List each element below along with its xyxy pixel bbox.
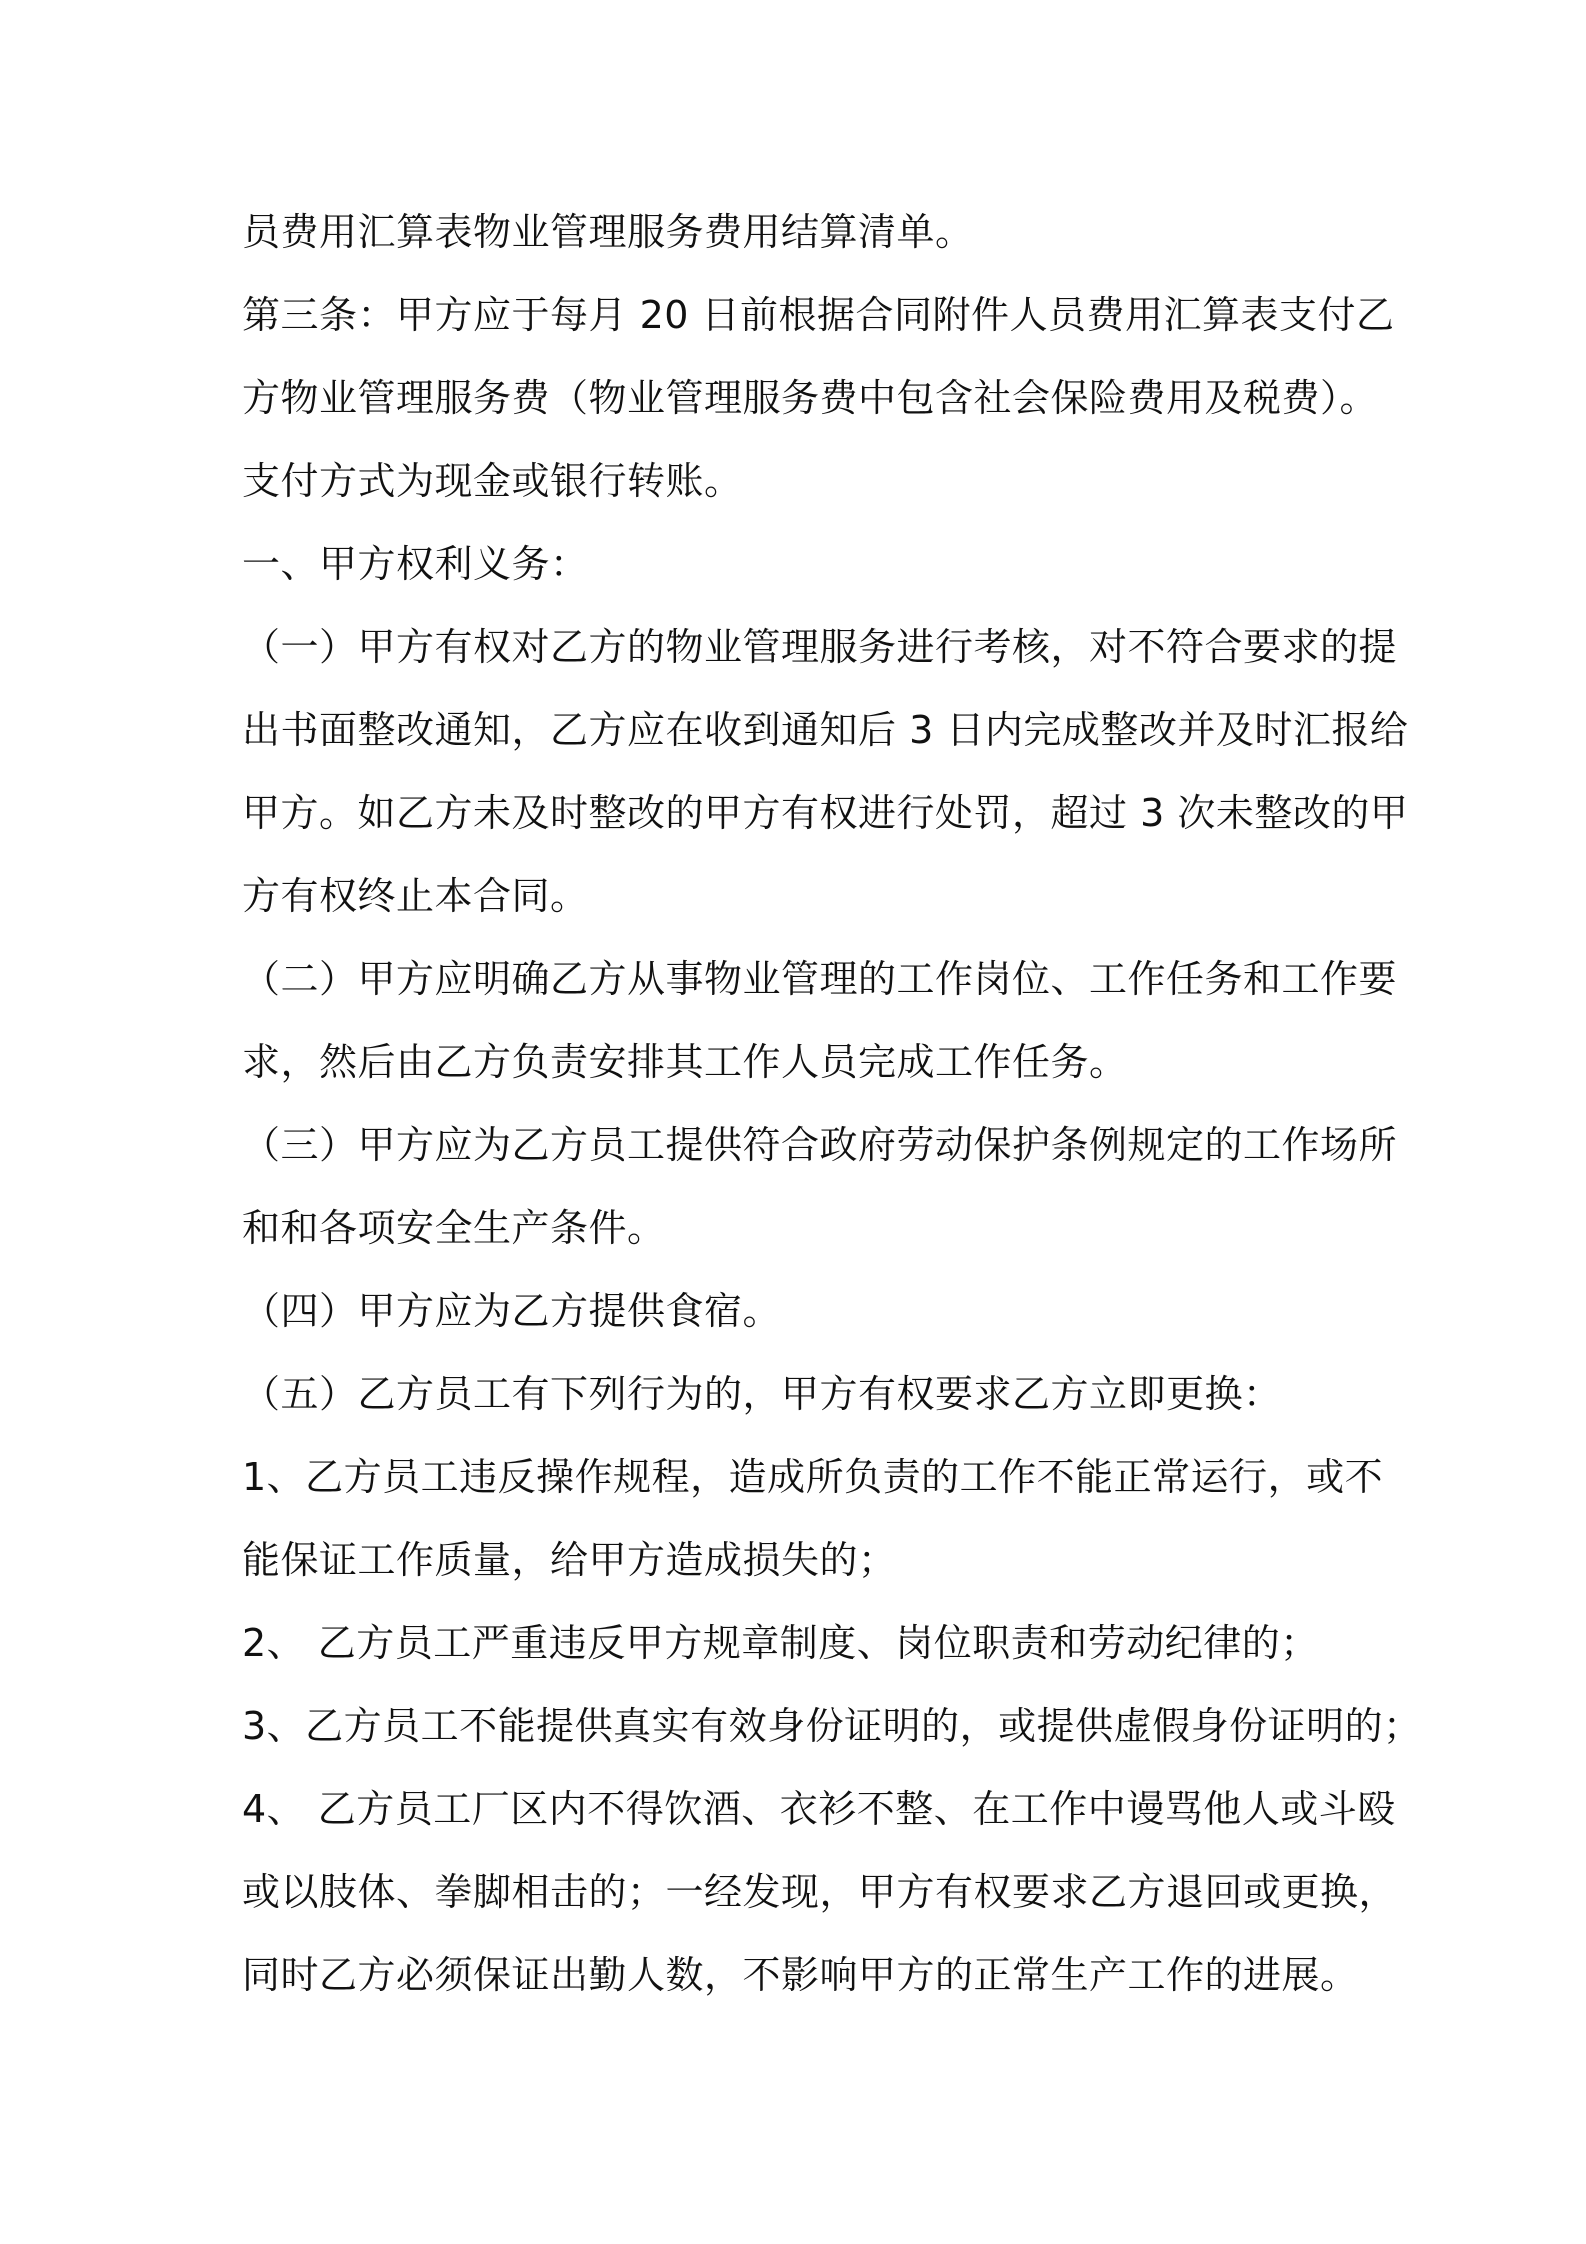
- text-line-13: 和和各项安全生产条件。: [242, 1206, 666, 1250]
- text-line-17: 能保证工作质量，给甲方造成损失的；: [242, 1538, 897, 1582]
- text-line-7: 出书面整改通知，乙方应在收到通知后 3 日内完成整改并及时汇报给: [242, 708, 1409, 752]
- text-line-14: （四）甲方应为乙方提供食宿。: [242, 1289, 782, 1333]
- text-line-4: 支付方式为现金或银行转账。: [242, 459, 743, 503]
- text-line-11: 求，然后由乙方负责安排其工作人员完成工作任务。: [242, 1040, 1128, 1084]
- text-line-6: （一）甲方有权对乙方的物业管理服务进行考核，对不符合要求的提: [242, 625, 1398, 669]
- text-line-18: 2、 乙方员工严重违反甲方规章制度、岗位职责和劳动纪律的；: [242, 1621, 1319, 1665]
- text-line-2: 第三条：甲方应于每月 20 日前根据合同附件人员费用汇算表支付乙: [242, 293, 1395, 337]
- text-line-8: 甲方。如乙方未及时整改的甲方有权进行处罚，超过 3 次未整改的甲: [242, 791, 1409, 835]
- text-line-3: 方物业管理服务费（物业管理服务费中包含社会保险费用及税费）。: [242, 376, 1379, 420]
- text-line-12: （三）甲方应为乙方员工提供符合政府劳动保护条例规定的工作场所: [242, 1123, 1398, 1167]
- text-line-22: 同时乙方必须保证出勤人数，不影响甲方的正常生产工作的进展。: [242, 1953, 1359, 1997]
- text-line-1: 员费用汇算表物业管理服务费用结算清单。: [242, 210, 974, 254]
- text-line-19: 3、乙方员工不能提供真实有效身份证明的，或提供虚假身份证明的；: [242, 1704, 1422, 1748]
- text-line-9: 方有权终止本合同。: [242, 874, 589, 918]
- text-line-21: 或以肢体、拳脚相击的；一经发现，甲方有权要求乙方退回或更换，: [242, 1870, 1398, 1914]
- text-line-20: 4、 乙方员工厂区内不得饮酒、衣衫不整、在工作中谩骂他人或斗殴: [242, 1787, 1396, 1831]
- section-heading: 一、甲方权利义务：: [242, 542, 589, 586]
- text-line-10: （二）甲方应明确乙方从事物业管理的工作岗位、工作任务和工作要: [242, 957, 1398, 1001]
- text-line-15: （五）乙方员工有下列行为的，甲方有权要求乙方立即更换：: [242, 1372, 1282, 1416]
- text-line-16: 1、乙方员工违反操作规程，造成所负责的工作不能正常运行，或不: [242, 1455, 1384, 1499]
